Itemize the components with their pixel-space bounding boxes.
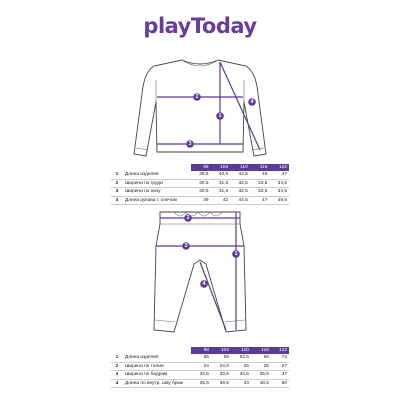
svg-text:2: 2 [195,94,199,100]
table-row: 4 Длина по внутр. шву брюк 35,5 39,5 43 46,5 50 [111,379,289,388]
size-col: 122 [269,164,289,171]
table-row: 2 Ширина по груди 30,5 31,5 32,5 33,5 34,5 [111,179,289,188]
size-header-row [111,347,289,354]
marker-chest-width [193,93,201,101]
marker-hem-width [186,140,194,148]
marker-pants-length [232,250,240,258]
svg-text:3: 3 [184,243,188,249]
svg-text:1: 1 [218,113,222,119]
top-size-table [111,164,289,205]
marker-hip-width [182,242,190,250]
table-row: 4 Длина рукава с плечом 39 42 44,5 47 49,5 [111,196,289,205]
table-row: 2 Ширина по талии 24 24,5 25 26 27 [111,362,289,371]
size-col: 104 [211,164,231,171]
table-row: 3 Ширина по низу 30,5 31,5 32,5 33,5 34,5 [111,188,289,197]
sweatshirt-diagram [120,50,280,165]
size-header-row [111,164,289,171]
size-col: 110 [231,347,251,354]
pants-size-table [111,347,289,388]
marker-waist-width [184,214,192,222]
table-row: 1 Длина изделия 55 59 63,5 68 72 [111,354,289,362]
table-row: 1 Длина изделия 38,5 40,5 42,5 45 47 [111,171,289,179]
size-col: 116 [251,347,271,354]
table-row: 3 Ширина по бедрам 32,5 33,5 34,5 35,5 37 [111,371,289,380]
marker-sleeve-length [248,98,256,106]
svg-text:3: 3 [188,141,192,147]
svg-text:1: 1 [234,251,238,257]
size-col: 110 [230,164,250,171]
size-col: 116 [250,164,270,171]
size-col: 104 [211,347,231,354]
marker-inseam-length [200,280,208,288]
svg-text:4: 4 [202,281,206,287]
size-col: 122 [271,347,289,354]
brand-logo: playToday [143,14,257,38]
pants-diagram [140,206,260,346]
marker-length [216,112,224,120]
size-col: 98 [191,347,211,354]
svg-text:2: 2 [186,215,190,221]
size-col: 98 [191,164,211,171]
svg-text:4: 4 [250,99,254,105]
